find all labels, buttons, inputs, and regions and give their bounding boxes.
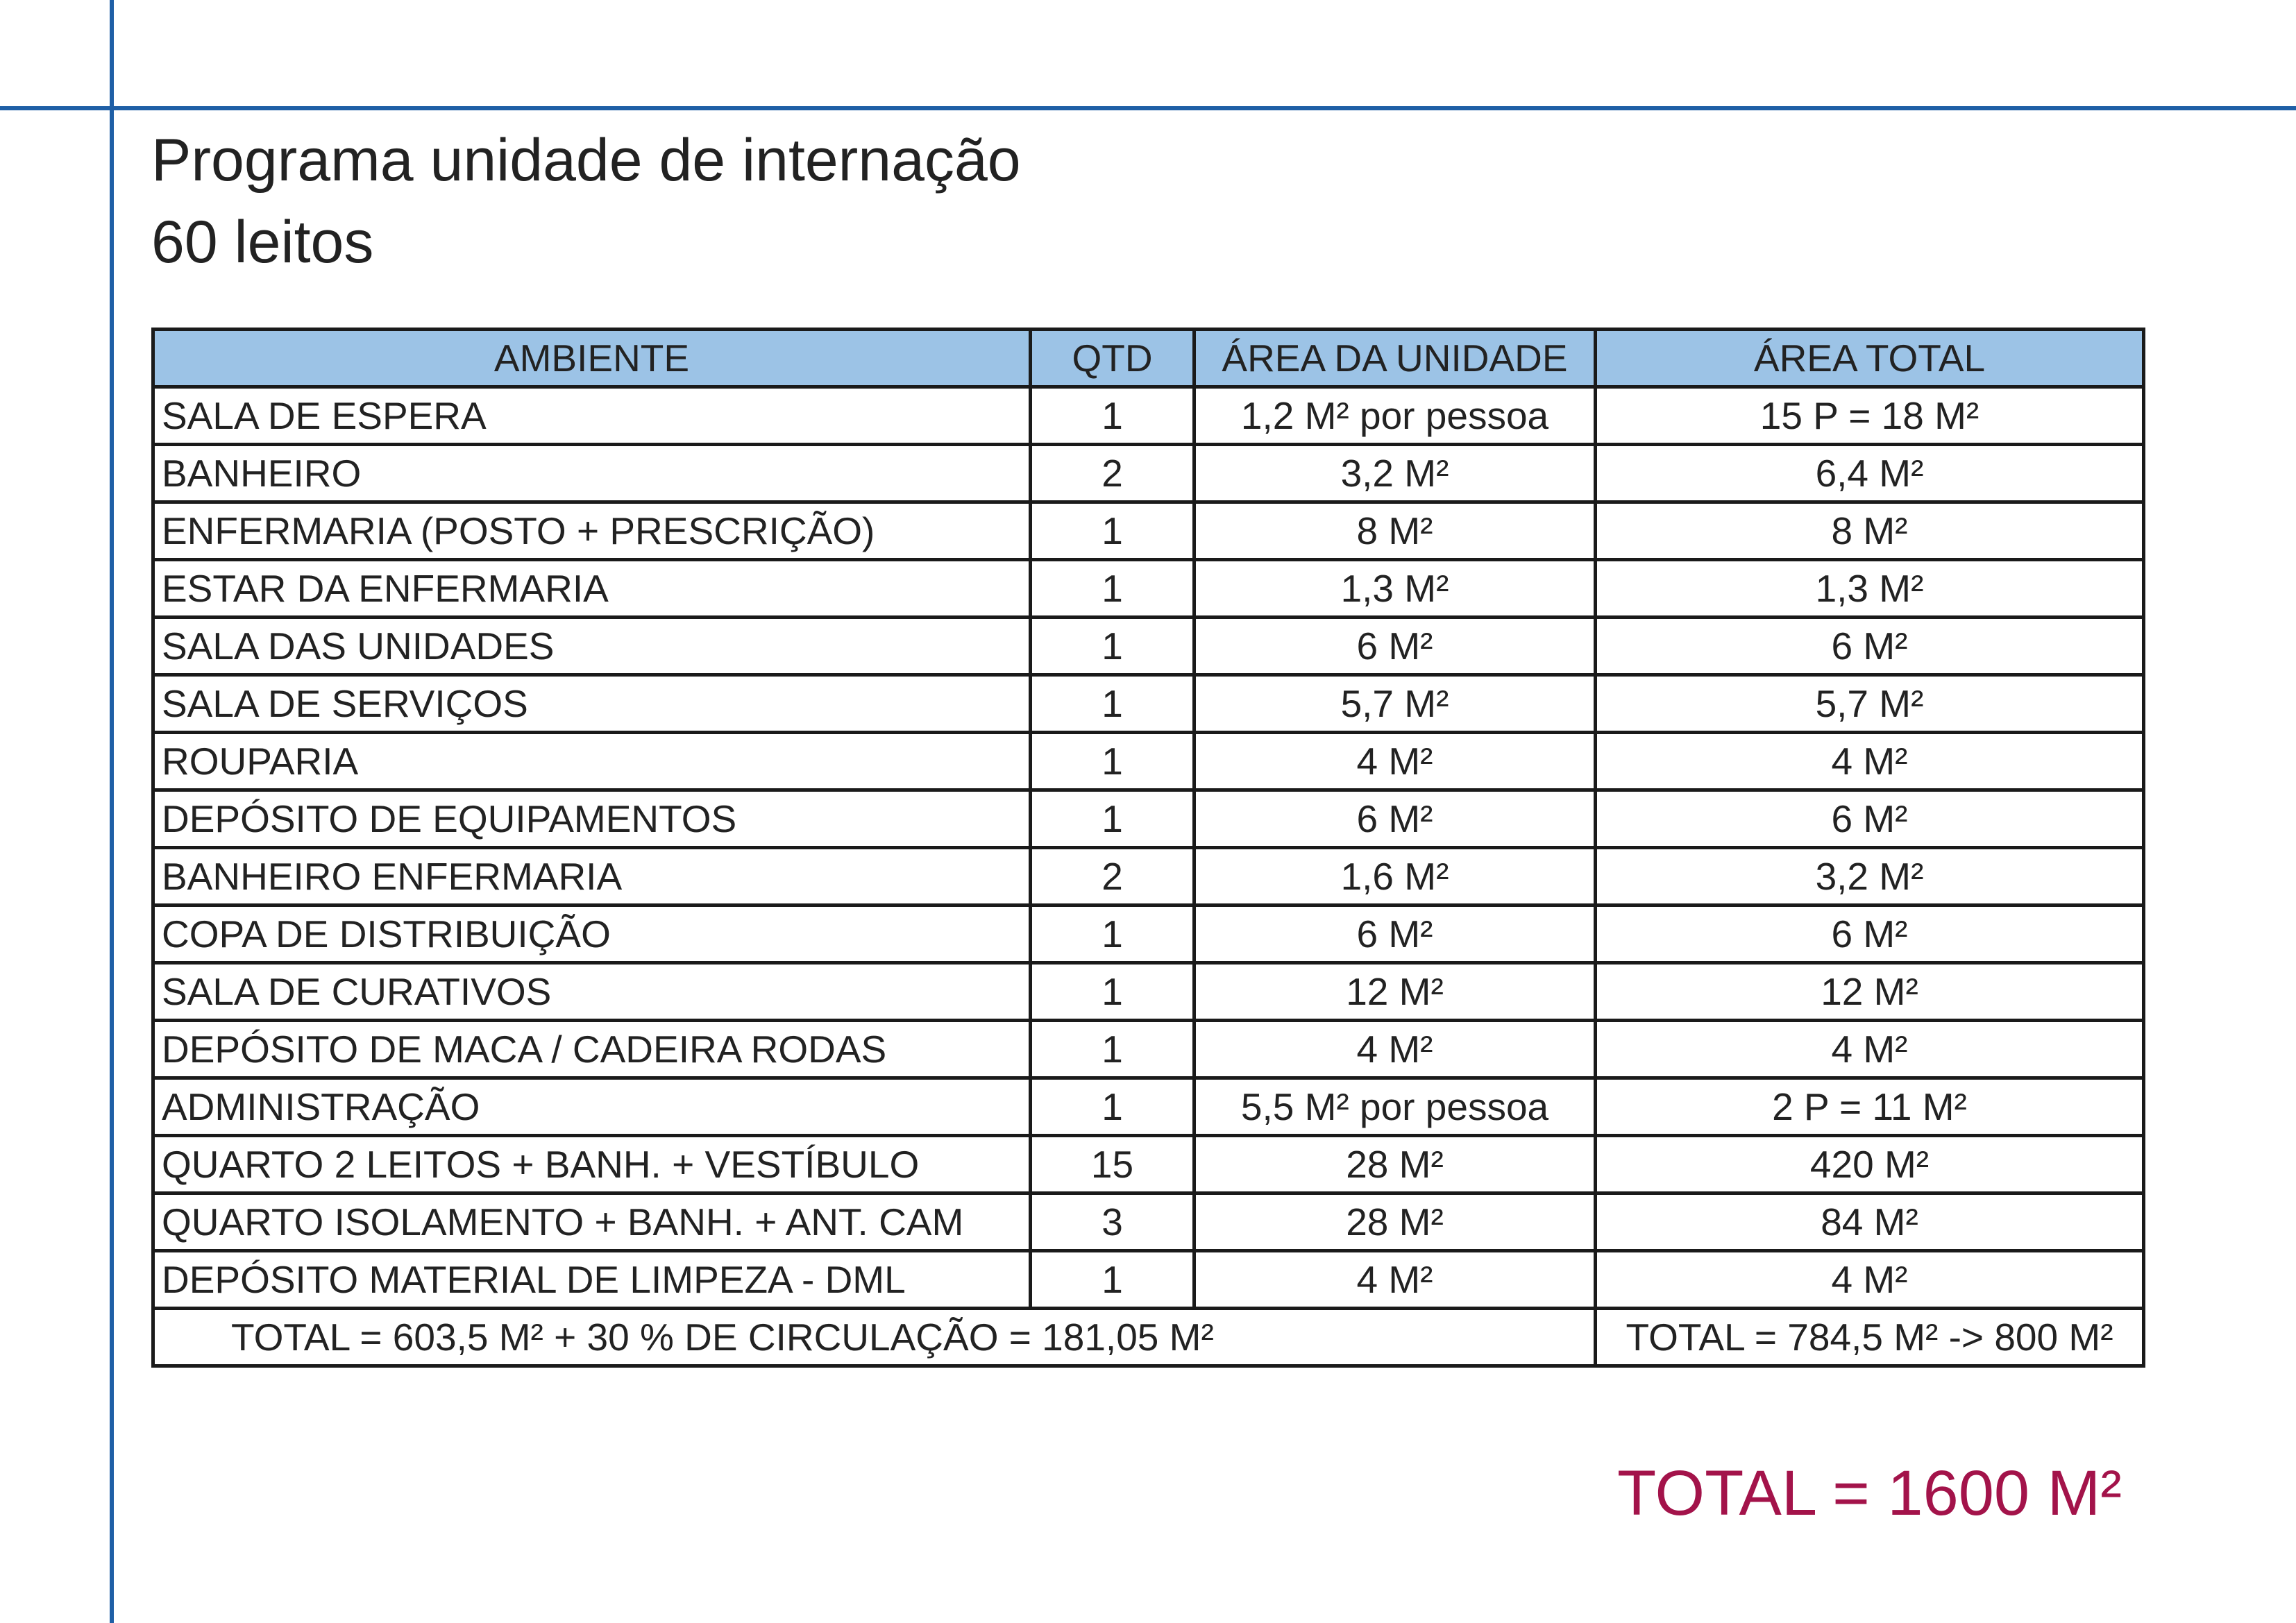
cell-qtd: 1 (1031, 1078, 1195, 1136)
cell-area-unidade: 1,2 M² por pessoa (1195, 387, 1596, 445)
cell-area-unidade: 4 M² (1195, 733, 1596, 790)
cell-area-unidade: 1,3 M² (1195, 560, 1596, 618)
cell-qtd: 2 (1031, 445, 1195, 502)
cell-area-total: 1,3 M² (1596, 560, 2144, 618)
table-row (153, 1136, 2144, 1193)
table-row (153, 733, 2144, 790)
table-row (153, 618, 2144, 675)
cell-ambiente: DEPÓSITO DE MACA / CADEIRA RODAS (153, 1021, 1031, 1078)
header-area-unidade: ÁREA DA UNIDADE (1195, 330, 1596, 387)
cell-area-unidade: 3,2 M² (1195, 445, 1596, 502)
cell-qtd: 1 (1031, 387, 1195, 445)
cell-area-unidade: 5,5 M² por pessoa (1195, 1078, 1596, 1136)
header-area-total: ÁREA TOTAL (1596, 330, 2144, 387)
table-row (153, 1078, 2144, 1136)
table-row (153, 1251, 2144, 1309)
total-with-circulation-cell: TOTAL = 784,5 M² -> 800 M² (1596, 1309, 2144, 1366)
cell-area-total: 4 M² (1596, 1021, 2144, 1078)
subtotal-cell: TOTAL = 603,5 M² + 30 % DE CIRCULAÇÃO = 181,05 M² (153, 1309, 1596, 1366)
program-table (151, 328, 2145, 1368)
cell-qtd: 1 (1031, 963, 1195, 1021)
cell-qtd: 1 (1031, 618, 1195, 675)
table-row (153, 502, 2144, 560)
table-row (153, 1021, 2144, 1078)
page-title (151, 119, 1021, 283)
cell-area-unidade: 28 M² (1195, 1136, 1596, 1193)
cell-qtd: 1 (1031, 906, 1195, 963)
cell-area-total: 6 M² (1596, 906, 2144, 963)
cell-area-unidade: 28 M² (1195, 1193, 1596, 1251)
cell-qtd: 1 (1031, 733, 1195, 790)
title-line-2: 60 leitos (151, 209, 374, 275)
cell-area-unidade: 12 M² (1195, 963, 1596, 1021)
vertical-accent-rule (110, 0, 114, 1623)
header-ambiente: AMBIENTE (153, 330, 1031, 387)
horizontal-accent-rule (0, 106, 2296, 110)
table-row (153, 560, 2144, 618)
cell-area-unidade: 8 M² (1195, 502, 1596, 560)
cell-ambiente: QUARTO 2 LEITOS + BANH. + VESTÍBULO (153, 1136, 1031, 1193)
cell-area-unidade: 6 M² (1195, 906, 1596, 963)
cell-ambiente: QUARTO ISOLAMENTO + BANH. + ANT. CAM (153, 1193, 1031, 1251)
cell-qtd: 1 (1031, 790, 1195, 848)
cell-ambiente: BANHEIRO ENFERMARIA (153, 848, 1031, 906)
cell-qtd: 1 (1031, 675, 1195, 733)
cell-ambiente: BANHEIRO (153, 445, 1031, 502)
cell-qtd: 1 (1031, 1021, 1195, 1078)
cell-qtd: 15 (1031, 1136, 1195, 1193)
cell-area-unidade: 1,6 M² (1195, 848, 1596, 906)
cell-qtd: 1 (1031, 1251, 1195, 1309)
cell-ambiente: SALA DE CURATIVOS (153, 963, 1031, 1021)
cell-area-unidade: 5,7 M² (1195, 675, 1596, 733)
cell-area-unidade: 4 M² (1195, 1021, 1596, 1078)
table-row (153, 1193, 2144, 1251)
header-qtd: QTD (1031, 330, 1195, 387)
cell-area-total: 5,7 M² (1596, 675, 2144, 733)
cell-area-total: 6 M² (1596, 790, 2144, 848)
cell-ambiente: ROUPARIA (153, 733, 1031, 790)
table-row (153, 848, 2144, 906)
cell-area-total: 6,4 M² (1596, 445, 2144, 502)
table-row (153, 790, 2144, 848)
cell-area-total: 8 M² (1596, 502, 2144, 560)
cell-qtd: 3 (1031, 1193, 1195, 1251)
cell-ambiente: DEPÓSITO MATERIAL DE LIMPEZA - DML (153, 1251, 1031, 1309)
cell-area-total: 84 M² (1596, 1193, 2144, 1251)
cell-area-unidade: 6 M² (1195, 790, 1596, 848)
cell-area-total: 420 M² (1596, 1136, 2144, 1193)
cell-ambiente: ADMINISTRAÇÃO (153, 1078, 1031, 1136)
table-body (153, 387, 2144, 1309)
cell-area-total: 2 P = 11 M² (1596, 1078, 2144, 1136)
cell-area-total: 4 M² (1596, 733, 2144, 790)
cell-ambiente: DEPÓSITO DE EQUIPAMENTOS (153, 790, 1031, 848)
table-row (153, 387, 2144, 445)
grand-total: TOTAL = 1600 M² (1617, 1458, 2122, 1529)
table-row (153, 906, 2144, 963)
cell-area-total: 3,2 M² (1596, 848, 2144, 906)
cell-ambiente: SALA DAS UNIDADES (153, 618, 1031, 675)
cell-area-total: 15 P = 18 M² (1596, 387, 2144, 445)
table-header-row (153, 330, 2144, 387)
cell-area-total: 6 M² (1596, 618, 2144, 675)
cell-ambiente: ENFERMARIA (POSTO + PRESCRIÇÃO) (153, 502, 1031, 560)
table-row (153, 675, 2144, 733)
cell-qtd: 1 (1031, 502, 1195, 560)
cell-area-total: 4 M² (1596, 1251, 2144, 1309)
cell-qtd: 2 (1031, 848, 1195, 906)
title-line-1: Programa unidade de internação (151, 127, 1021, 194)
cell-ambiente: SALA DE SERVIÇOS (153, 675, 1031, 733)
cell-ambiente: SALA DE ESPERA (153, 387, 1031, 445)
cell-ambiente: COPA DE DISTRIBUIÇÃO (153, 906, 1031, 963)
table-row (153, 445, 2144, 502)
table-row (153, 963, 2144, 1021)
cell-area-unidade: 6 M² (1195, 618, 1596, 675)
cell-ambiente: ESTAR DA ENFERMARIA (153, 560, 1031, 618)
cell-area-total: 12 M² (1596, 963, 2144, 1021)
table-total-row (153, 1309, 2144, 1366)
cell-qtd: 1 (1031, 560, 1195, 618)
cell-area-unidade: 4 M² (1195, 1251, 1596, 1309)
